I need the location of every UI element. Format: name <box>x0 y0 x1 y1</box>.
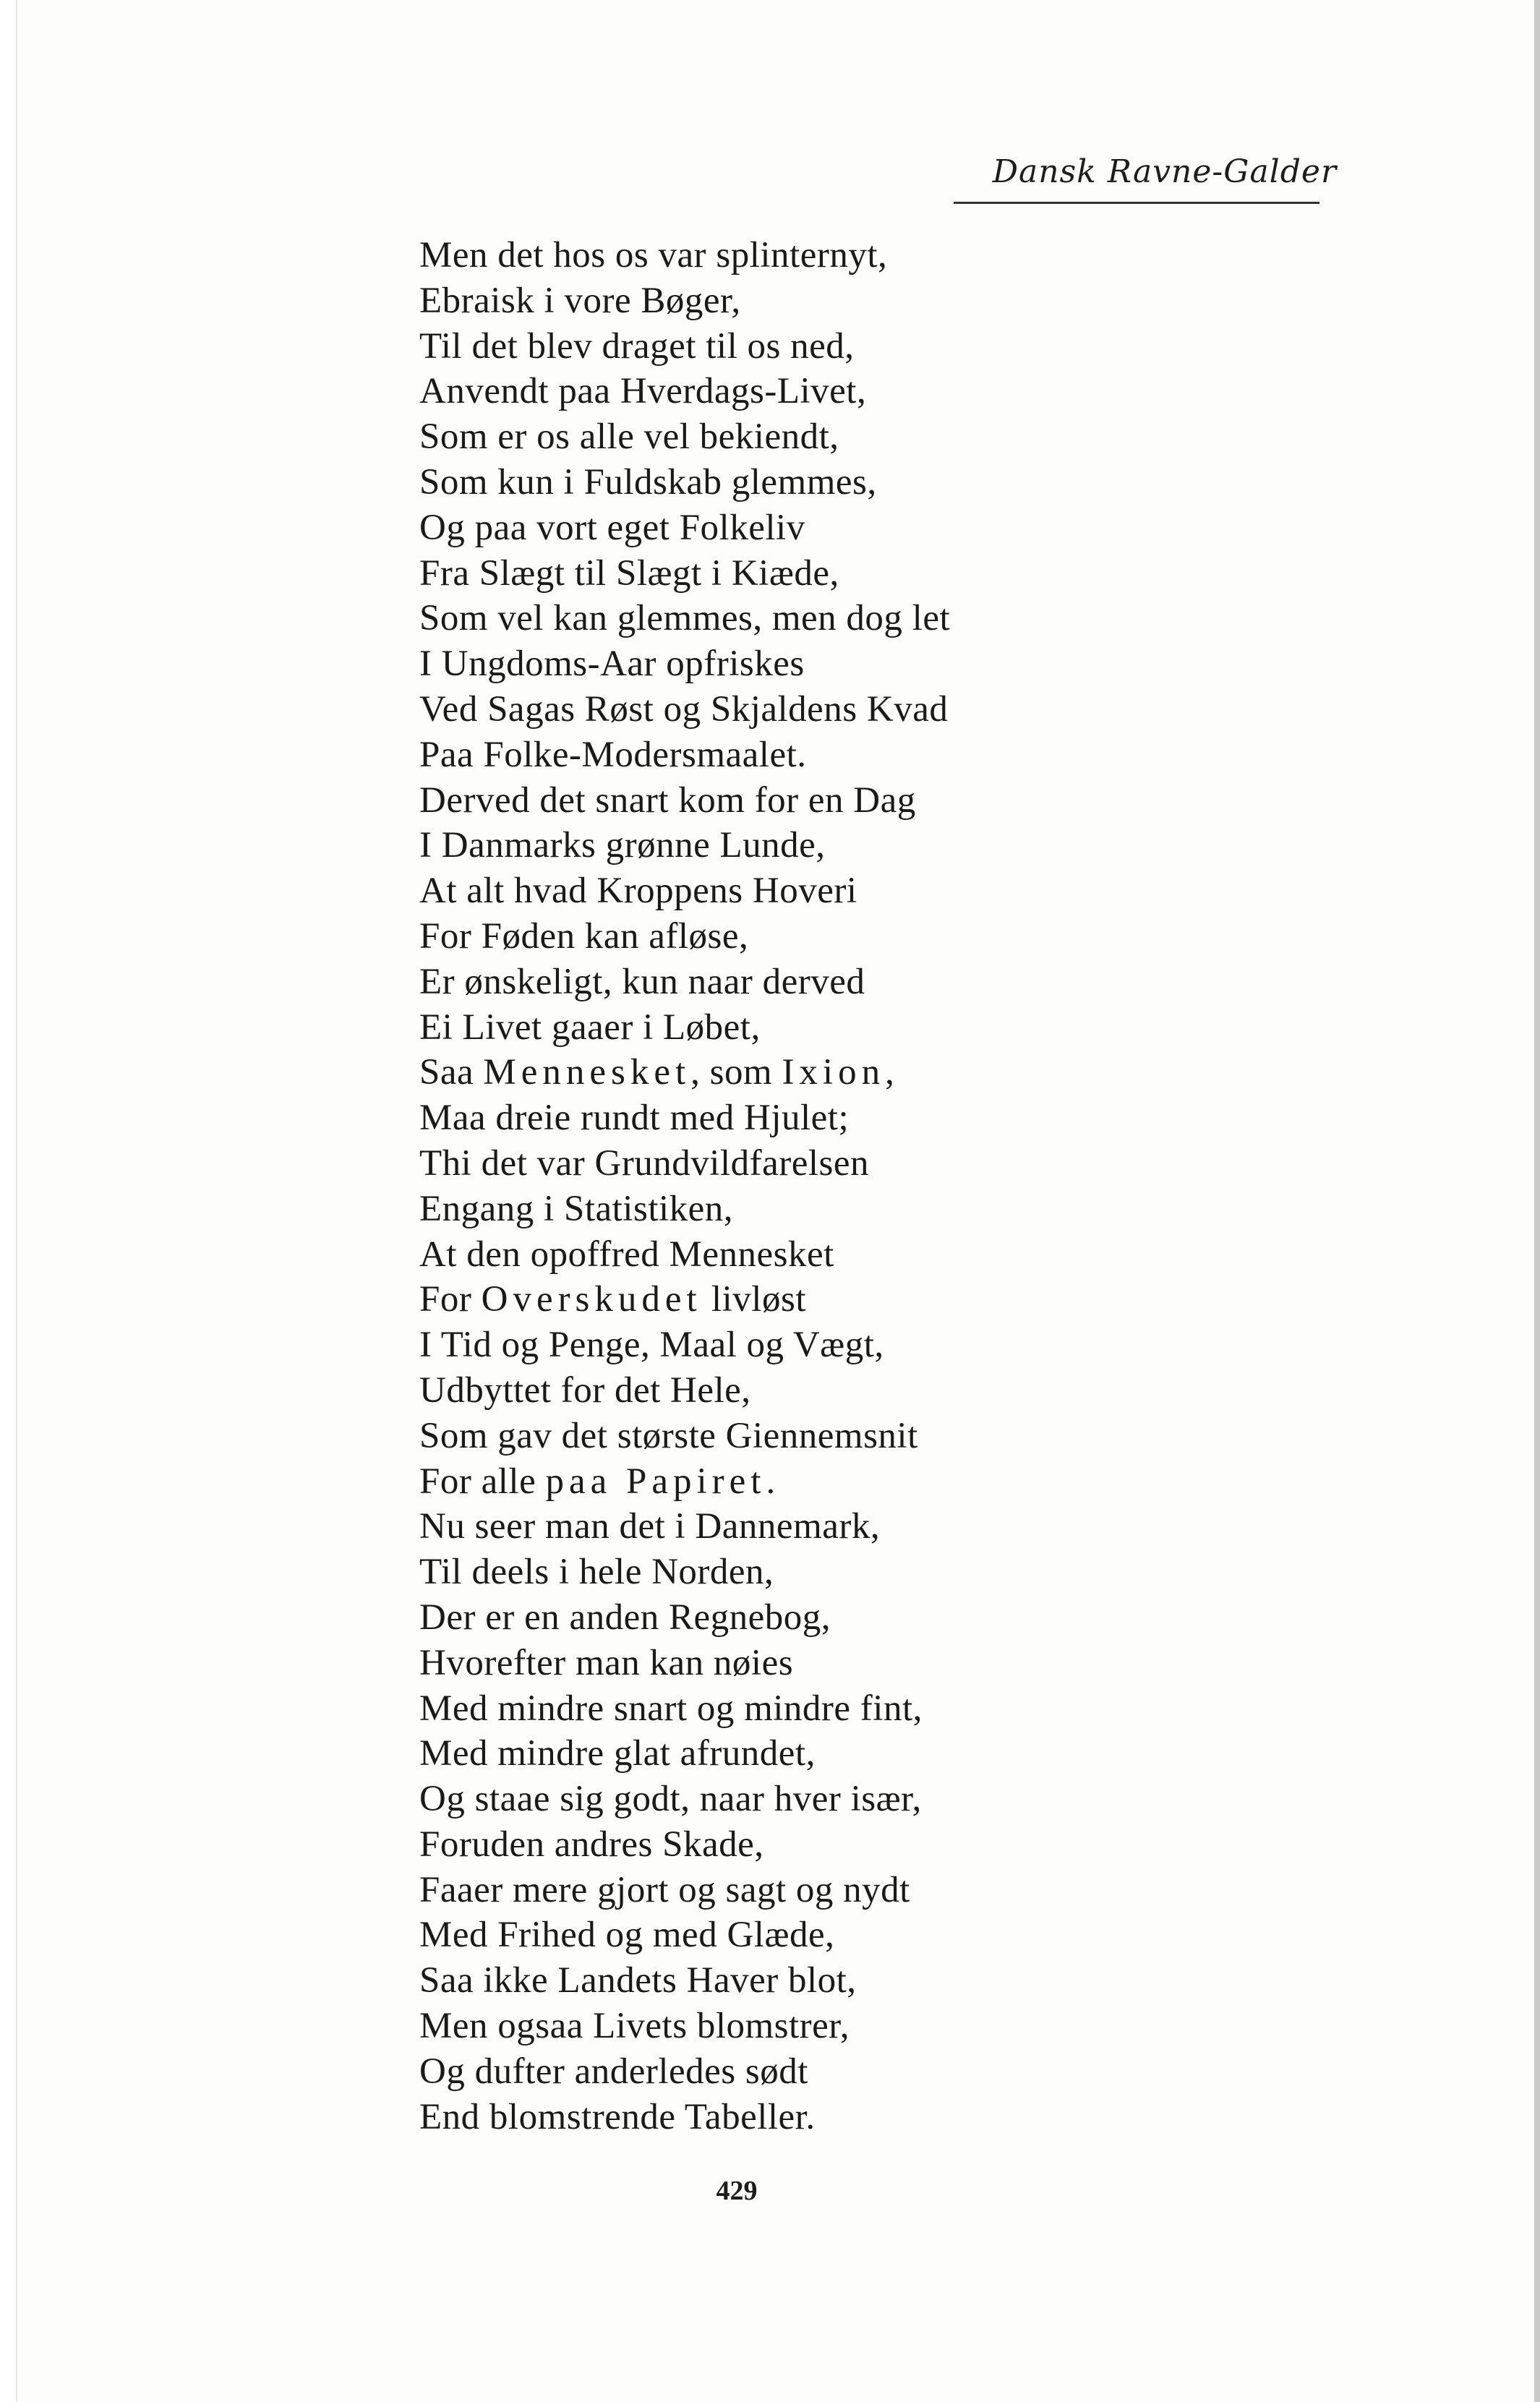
line-segment: , som <box>690 1052 782 1093</box>
poem-line: End blomstrende Tabeller. <box>419 2096 816 2137</box>
poem-line: Med mindre snart og mindre fint, <box>419 1688 923 1729</box>
spaced-emphasis: Overskudet <box>481 1279 702 1320</box>
line-segment: Saa <box>419 1052 484 1093</box>
poem-line: Anvendt paa Hverdags-Livet, <box>419 371 867 412</box>
poem-line: Med mindre glat afrundet, <box>419 1733 816 1774</box>
header-rule <box>954 202 1319 204</box>
poem-line: Er ønskeligt, kun naar derved <box>419 961 865 1002</box>
poem-line: At den opoffred Mennesket <box>419 1234 834 1275</box>
poem-line: Foruden andres Skade, <box>419 1824 764 1865</box>
poem-line: Maa dreie rundt med Hjulet; <box>419 1098 850 1139</box>
poem-line: Ei Livet gaaer i Løbet, <box>419 1006 761 1048</box>
spaced-emphasis: Mennesket <box>483 1052 691 1093</box>
poem-line: Derved det snart kom for en Dag <box>419 779 916 821</box>
poem-line: Men det hos os var splinternyt, <box>419 235 888 275</box>
line-segment: livløst <box>701 1279 806 1320</box>
book-page <box>16 0 1540 2402</box>
poem-line: Thi det var Grundvildfarelsen <box>419 1142 870 1184</box>
poem-line: Hvorefter man kan nøies <box>419 1642 794 1683</box>
poem-line: I Ungdoms-Aar opfriskes <box>419 644 805 685</box>
poem-line: Udbyttet for det Hele, <box>419 1369 751 1411</box>
poem-line: Som gav det største Giennemsnit <box>419 1415 918 1456</box>
poem-line: At alt hvad Kroppens Hoveri <box>419 871 857 912</box>
line-segment: For <box>419 1279 482 1320</box>
spaced-emphasis: Ixion <box>782 1052 886 1093</box>
poem-line: Ebraisk i vore Bøger, <box>419 280 741 321</box>
page-number: 429 <box>716 2176 758 2206</box>
poem-line: Som kun i Fuldskab glemmes, <box>419 461 877 503</box>
poem-line: Og paa vort eget Folkeliv <box>419 507 805 548</box>
poem-line <box>419 1050 1359 1095</box>
poem-line: Som vel kan glemmes, men dog let <box>419 598 951 639</box>
poem-line: Faaer mere gjort og sagt og nydt <box>419 1869 910 1910</box>
poem-text <box>419 233 1359 2140</box>
poem-line <box>419 1277 1359 1322</box>
line-segment: For alle <box>419 1461 546 1502</box>
poem-line: Til det blev draget til os ned, <box>419 325 855 367</box>
poem-line: Ved Sagas Røst og Skjaldens Kvad <box>419 688 949 730</box>
poem-line: Men ogsaa Livets blomstrer, <box>419 2006 850 2047</box>
poem-line: Engang i Statistiken, <box>419 1188 734 1229</box>
poem-line: Med Frihed og med Glæde, <box>419 1915 835 1956</box>
poem-line: Der er en anden Regnebog, <box>419 1597 831 1638</box>
poem-line: Paa Folke-Modersmaalet. <box>419 734 807 775</box>
poem-line: I Tid og Penge, Maal og Vægt, <box>419 1325 884 1366</box>
poem-line: Nu seer man det i Dannemark, <box>419 1506 881 1547</box>
poem-line: Til deels i hele Norden, <box>419 1552 774 1593</box>
poem-line: For Føden kan afløse, <box>419 915 749 957</box>
poem-line: Fra Slægt til Slægt i Kiæde, <box>419 552 839 594</box>
poem-line: Og staae sig godt, naar hver især, <box>419 1779 922 1820</box>
poem-line: Som er os alle vel bekiendt, <box>419 416 839 458</box>
line-segment: , <box>885 1052 895 1093</box>
line-segment: . <box>766 1461 776 1502</box>
poem-line <box>419 1459 1359 1505</box>
scan-edge <box>1534 0 1540 2402</box>
poem-line: Og dufter anderledes sødt <box>419 2051 808 2092</box>
spaced-emphasis: paa Papiret <box>545 1461 766 1502</box>
running-title: Dansk Ravne-Galder <box>992 153 1337 190</box>
poem-line: Saa ikke Landets Haver blot, <box>419 1960 857 2001</box>
poem-line: I Danmarks grønne Lunde, <box>419 825 826 866</box>
